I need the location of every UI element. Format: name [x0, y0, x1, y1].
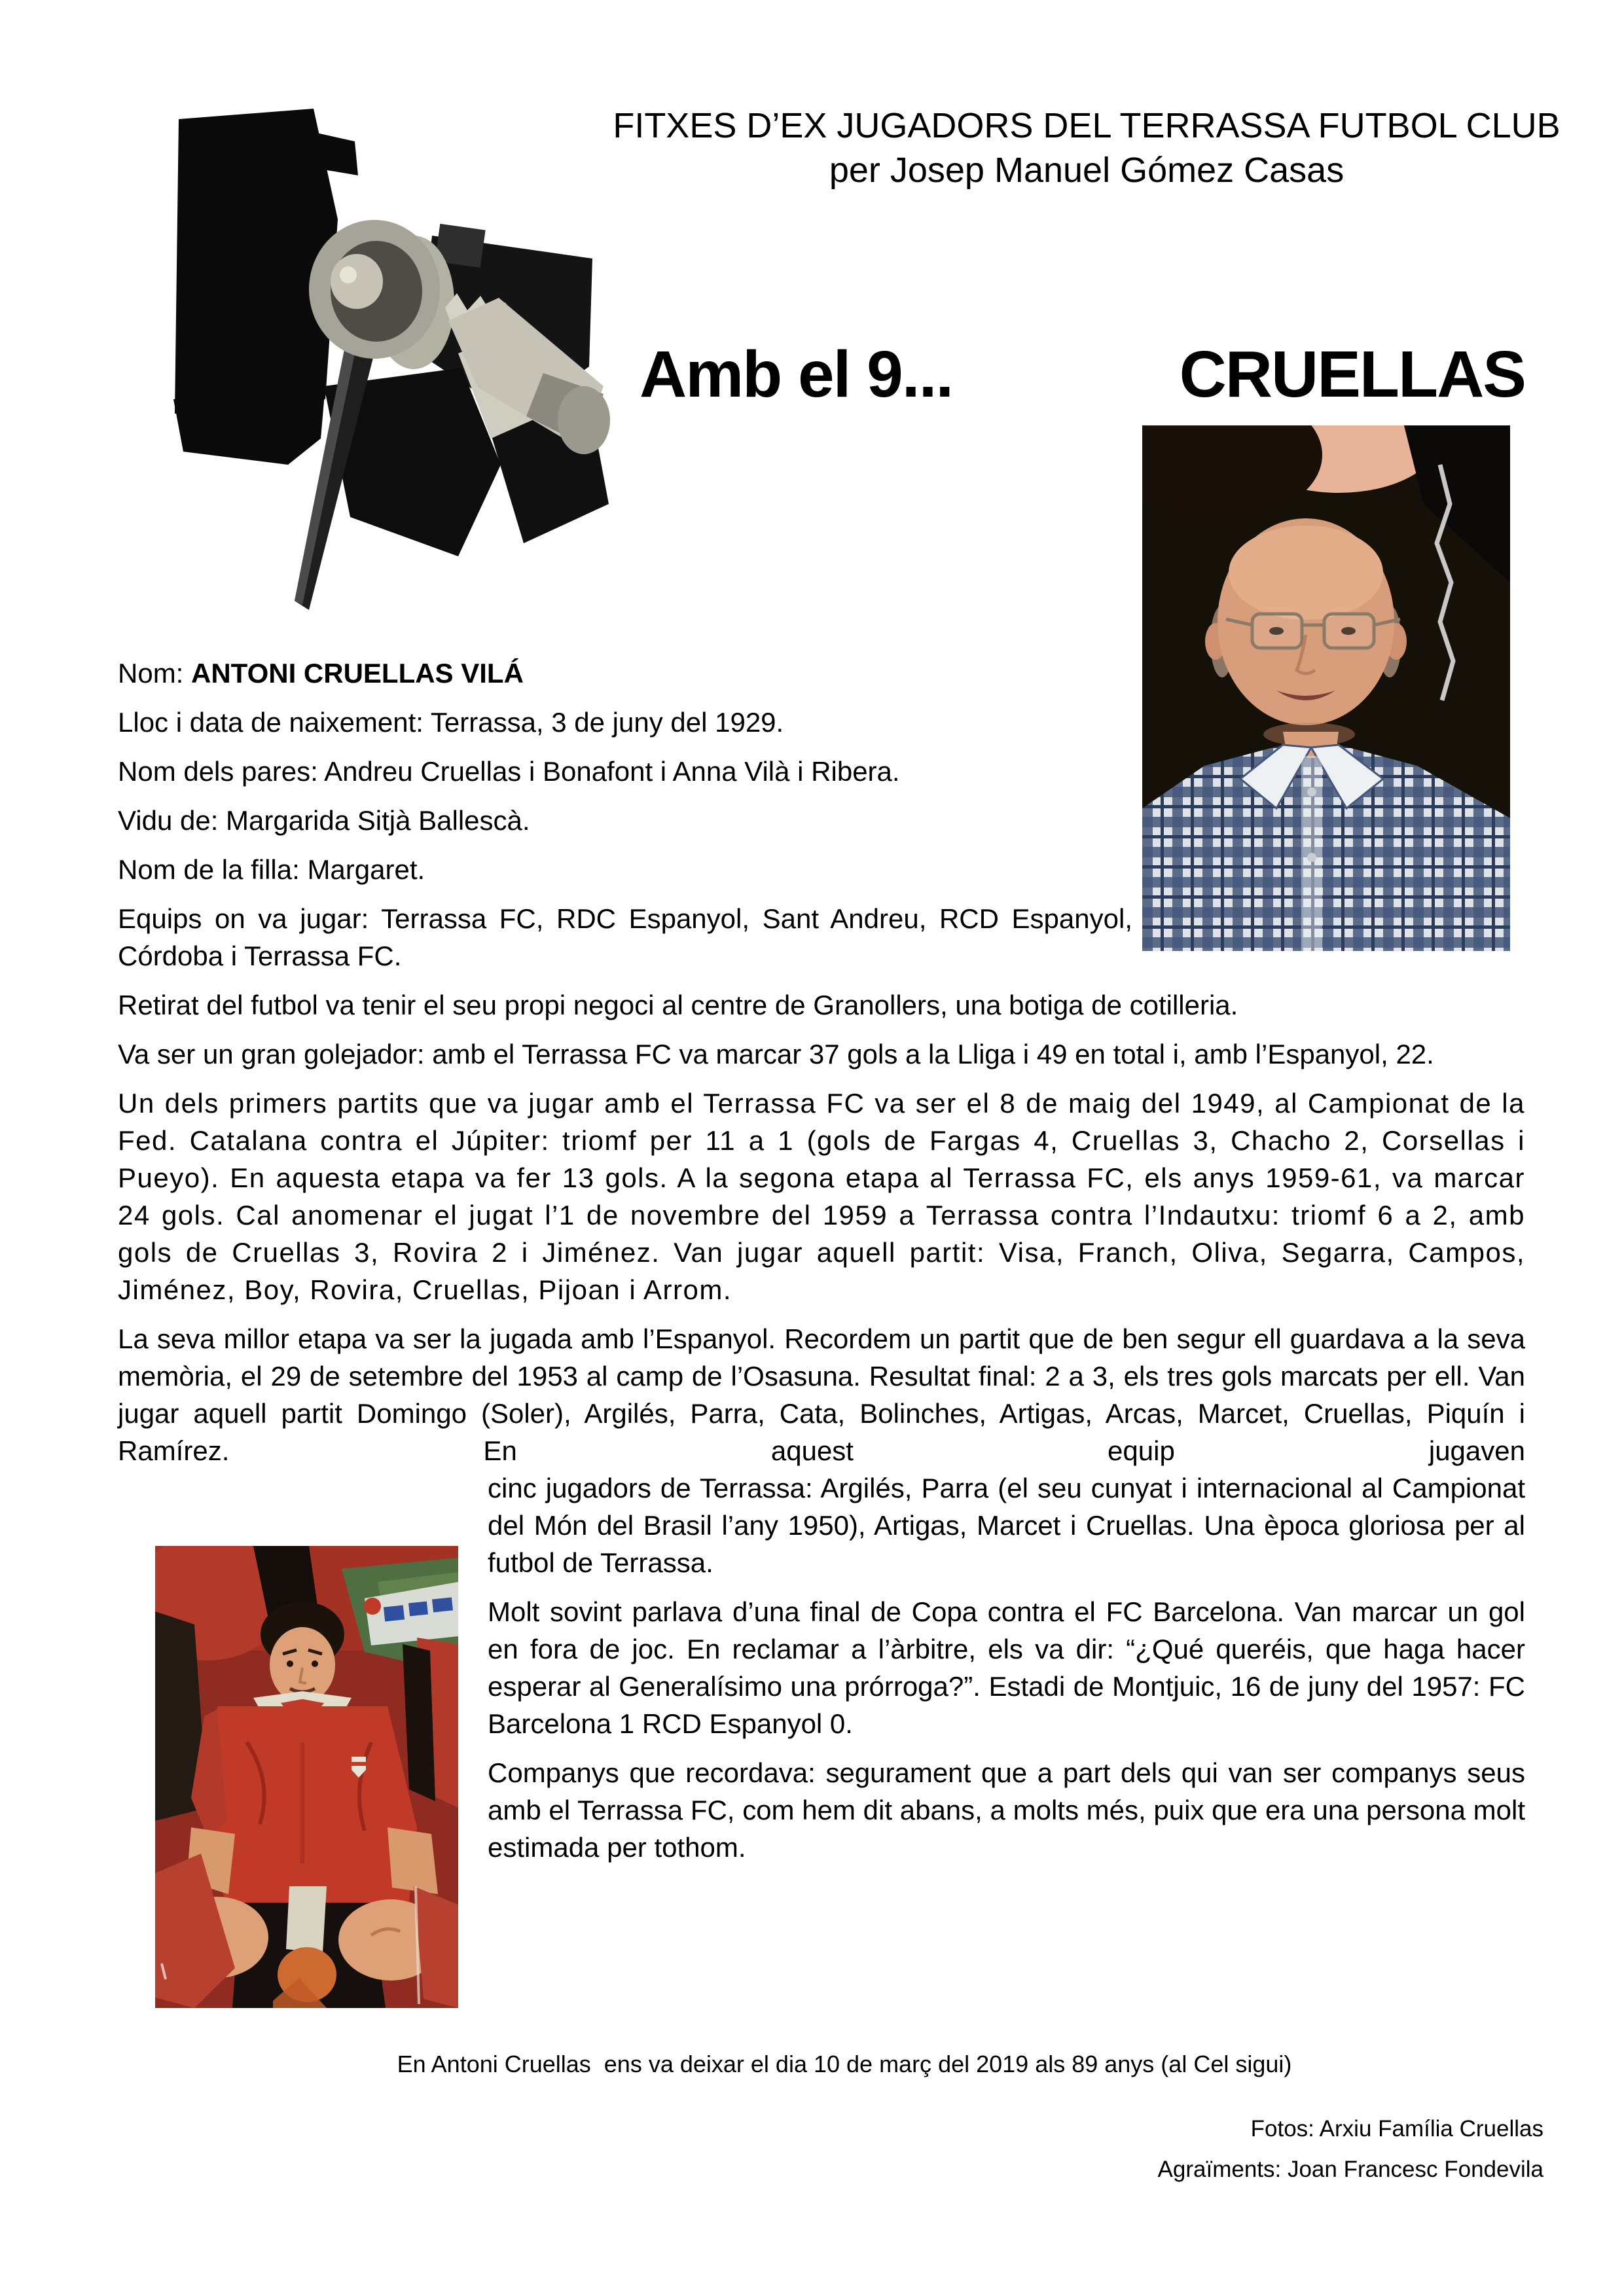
field-filla: Nom de la filla: Margaret.: [118, 854, 425, 885]
paragraph-primers-partits: Un dels primers partits que va jugar amb el Terrassa FC va ser el 8 de maig del 1949, al Campionat de la Fed. Catalana contra el Júpiter: triomf per 11 a 1 (gols de Fargas 4, Cruellas 3, Chacho 2, Corsellas i Pueyo). En aquesta etapa va fer 13 gols. A la segona etapa al Terrassa FC, els anys 1959-61, va marcar 24 gols. Cal anomenar el jugat l’1 de novembre del 1959 a Terrassa contra l’Indautxu: triomf 6 a 2, amb gols de Cruellas 3, Rovira 2 i Jiménez. Van jugar aquell partit: Visa, Franch, Oliva, Segarra, Campos, Jiménez, Boy, Rovira, Cruellas, Pijoan i Arrom.: [118, 1088, 1525, 1305]
credit-fotos: Fotos: Arxiu Família Cruellas: [1250, 2116, 1543, 2142]
credits-block: [1158, 2109, 1543, 2190]
paragraph-retirat: Retirat del futbol va tenir el seu propi negoci al centre de Granollers, una botiga de cotilleria.: [118, 990, 1238, 1020]
title-player-name: CRUELLAS: [1179, 338, 1525, 411]
biography-text: [118, 655, 1525, 1934]
header-title-line: FITXES D’EX JUGADORS DEL TERRASSA FUTBOL CLUB: [613, 106, 1561, 145]
document-header: [563, 103, 1610, 192]
field-vidu: Vidu de: Margarida Sitjà Ballescà.: [118, 805, 530, 836]
field-nom-value: ANTONI CRUELLAS VILÁ: [191, 658, 524, 689]
title-left: Amb el 9...: [640, 338, 953, 411]
paragraph-final-copa: Molt sovint parlava d’una final de Copa contra el FC Barcelona. Van marcar un gol en fora de joc. En reclamar a l’àrbitre, els va dir: “¿Qué queréis, que haga hacer esperar al Generalísimo una prórroga?”. Estadi de Montjuic, 16 de juny del 1957: FC Barcelona 1 RCD Espanyol 0.: [488, 1596, 1525, 1739]
field-equips: Equips on va jugar: Terrassa FC, RDC Espanyol, Sant Andreu, RCD Espanyol, Córdoba i Terrassa FC.: [118, 903, 1132, 971]
page-title: [640, 338, 1525, 411]
field-pares: Nom dels pares: Andreu Cruellas i Bonafont i Anna Vilà i Ribera.: [118, 756, 900, 787]
credit-agraiments: Agraïments: Joan Francesc Fondevila: [1157, 2157, 1543, 2182]
header-author-line: per Josep Manuel Gómez Casas: [829, 151, 1344, 190]
field-lloc-naixement: Lloc i data de naixement: Terrassa, 3 de juny del 1929.: [118, 707, 784, 738]
paragraph-golejador: Va ser un gran golejador: amb el Terrassa FC va marcar 37 gols a la Lliga i 49 en total i, amb l’Espanyol, 22.: [118, 1039, 1434, 1069]
portrait-wrap-spacer: [1132, 655, 1525, 978]
paragraph-companys: Companys que recordava: segurament que a part dels qui van ser companys seus amb el Terrassa FC, com hem dit abans, a molts més, puix que era una persona molt estimada per tothom.: [488, 1757, 1525, 1863]
player-photo-wrap-spacer: [118, 1469, 488, 1934]
paragraph-millor-etapa-cont: [118, 1469, 1525, 1581]
obituary-line: En Antoni Cruellas ens va deixar el dia 10 de març del 2019 als 89 anys (al Cel sigui): [397, 2051, 1292, 2077]
field-nom-label: Nom:: [118, 658, 192, 689]
paragraph-millor-etapa-cont-text: cinc jugadors de Terrassa: Argilés, Parra (el seu cunyat i internacional al Campionat del Món del Brasil l’any 1950), Artigas, Marcet i Cruellas. Una època gloriosa per al futbol de Terrassa.: [488, 1473, 1525, 1578]
floodlight-illustration: [92, 46, 720, 622]
stadium-floodlight-photo: [92, 46, 720, 622]
paragraph-millor-etapa: La seva millor etapa va ser la jugada amb l’Espanyol. Recordem un partit que de ben segur ell guardava a la seva memòria, el 29 de setembre del 1953 al camp de l’Osasuna. Resultat final: 2 a 3, els tres gols marcats per ell. Van jugar aquell partit Domingo (Soler), Argilés, Parra, Cata, Bolinches, Artigas, Arcas, Marcet, Cruellas, Piquín i Ramírez. En aquest equip jugaven: [118, 1323, 1525, 1466]
